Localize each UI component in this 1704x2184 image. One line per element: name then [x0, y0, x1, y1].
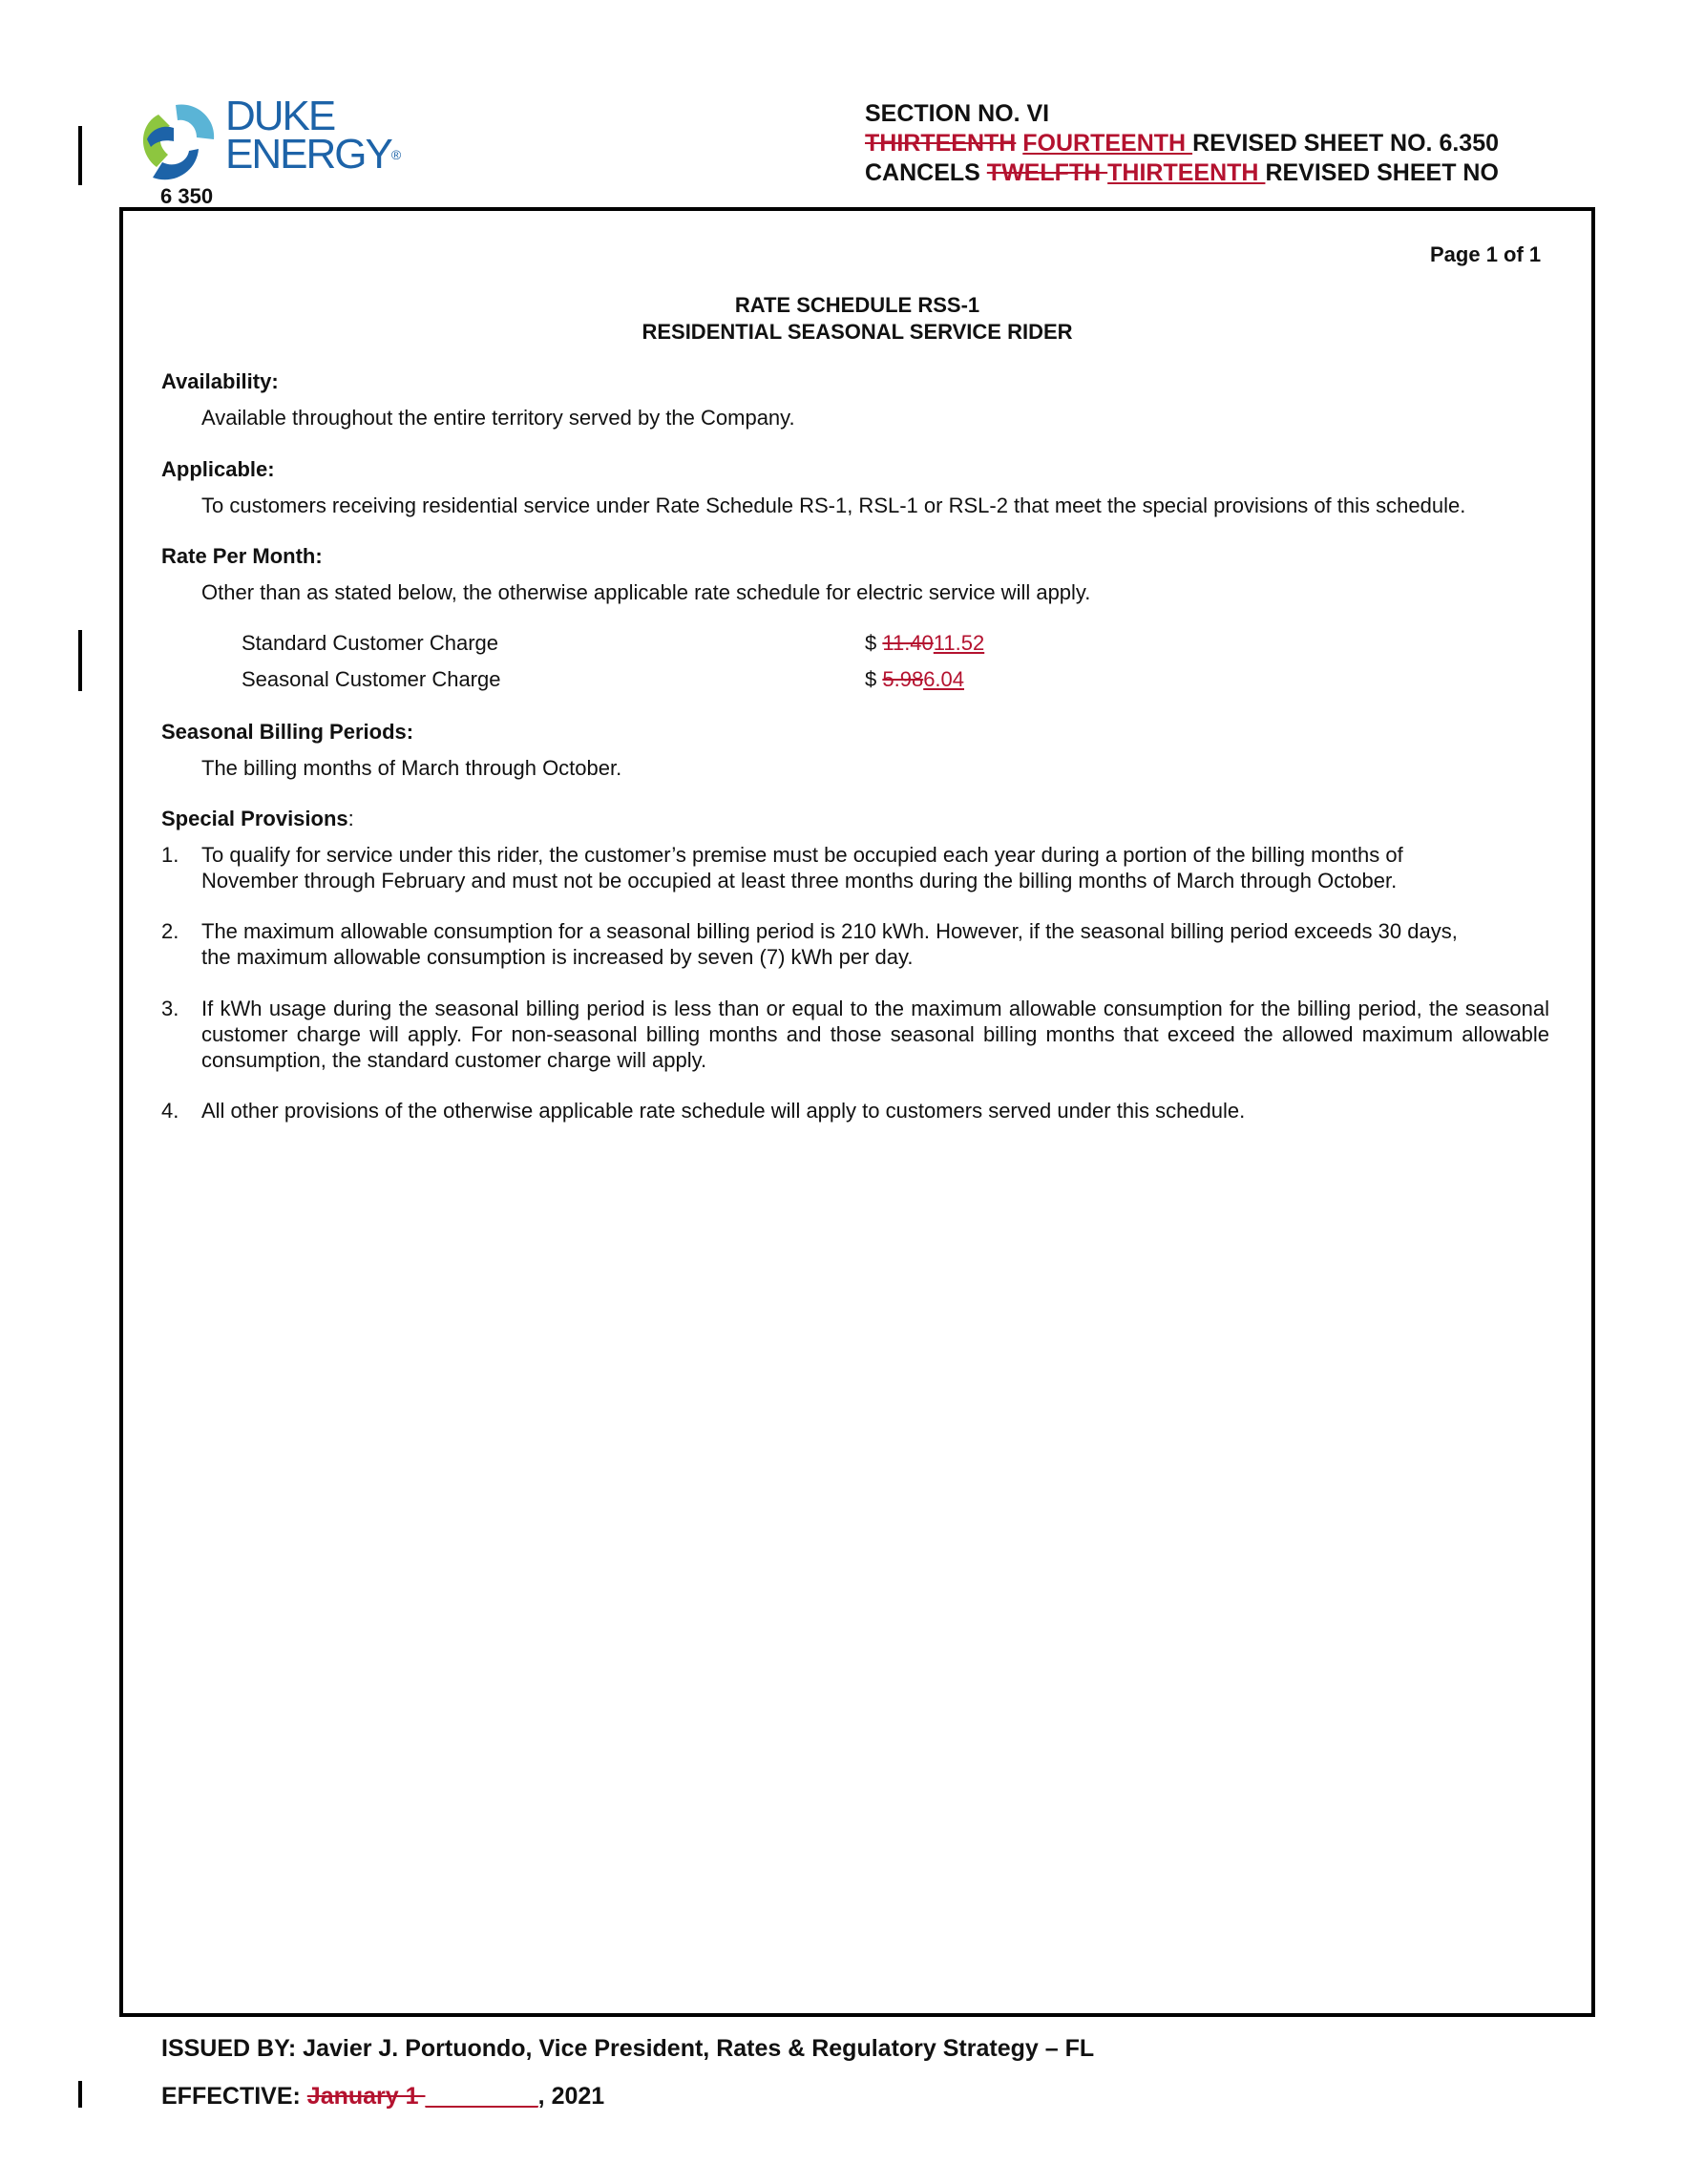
- provision-line: To qualify for service under this rider, the customer’s premise must be occupied each year during a portion of the billing months of: [201, 843, 1403, 867]
- rate-per-month-heading: Rate Per Month:: [161, 544, 323, 568]
- availability-heading: Availability:: [161, 369, 279, 393]
- provision-text: If kWh usage during the seasonal billing period is less than or equal to the maximum allowable consumption for the billing period, the seasonal customer charge will apply. For non-seasonal billing months and those seasonal billing months that exceed the allowed maximum allowable consumption, the standard customer charge will apply.: [201, 997, 1549, 1072]
- inserted-text: THIRTEENTH: [1107, 159, 1266, 186]
- heading-colon: :: [347, 807, 354, 830]
- provision-number: 3.: [161, 997, 179, 1020]
- applicable-text: To customers receiving residential service under Rate Schedule RS-1, RSL-1 or RSL-2 that meet the special provisions of this schedule.: [201, 494, 1466, 517]
- sheet-header: [865, 99, 1499, 188]
- applicable-heading: Applicable:: [161, 457, 275, 481]
- effective-year: , 2021: [537, 2083, 605, 2110]
- change-bar: [78, 2081, 82, 2108]
- inserted-text: ______ __: [425, 2083, 538, 2110]
- deleted-text: 11.40: [882, 631, 934, 655]
- change-bar: [78, 126, 82, 185]
- standard-charge-label: Standard Customer Charge: [242, 631, 499, 655]
- deleted-text: 5.98: [882, 667, 924, 691]
- currency-symbol: $: [865, 631, 883, 655]
- provision-line: The maximum allowable consumption for a seasonal billing period is 210 kWh. However, if the seasonal billing period exceeds 30 days,: [201, 919, 1458, 943]
- duke-energy-logo-icon: [130, 95, 225, 191]
- special-provisions-heading-text: Special Provisions: [161, 807, 348, 830]
- title-line-2: RESIDENTIAL SEASONAL SERVICE RIDER: [642, 320, 1073, 344]
- change-bar: [78, 630, 82, 691]
- provision-item: [161, 918, 1549, 970]
- provision-number: 4.: [161, 1099, 179, 1123]
- inserted-text: FOURTEENTH: [1022, 130, 1193, 157]
- inserted-text: 6.04: [923, 667, 965, 691]
- provision-number: 1.: [161, 843, 179, 867]
- document-title: [119, 292, 1595, 346]
- provision-line: November through February and must not be occupied at least three months during the billing months of March through October.: [201, 869, 1398, 892]
- effective-date: [161, 2083, 604, 2110]
- provision-number: 2.: [161, 919, 179, 943]
- logo-line-energy: ENERGY: [225, 131, 391, 178]
- deleted-text: TWELFTH: [986, 159, 1108, 186]
- company-logo: [126, 92, 431, 197]
- seasonal-charge-label: Seasonal Customer Charge: [242, 667, 501, 691]
- cancels-label: CANCELS: [865, 159, 987, 186]
- availability-text: Available throughout the entire territory served by the Company.: [201, 406, 795, 430]
- seasonal-billing-text: The billing months of March through October.: [201, 756, 622, 780]
- cancels-sheet-text: REVISED SHEET NO: [1265, 159, 1499, 186]
- deleted-text: January 1: [306, 2083, 426, 2110]
- provision-line: All other provisions of the otherwise applicable rate schedule will apply to customers served under this schedule.: [201, 1099, 1246, 1123]
- cancels-sheet-line: [865, 158, 1499, 188]
- issued-by: ISSUED BY: Javier J. Portuondo, Vice President, Rates & Regulatory Strategy – FL: [161, 2035, 1095, 2062]
- rate-per-month-text: Other than as stated below, the otherwise applicable rate schedule for electric service will apply.: [201, 580, 1091, 604]
- title-line-1: RATE SCHEDULE RSS-1: [734, 293, 980, 317]
- logo-wordmark: [225, 93, 402, 178]
- page-number: Page 1 of 1: [1430, 242, 1542, 266]
- provision-item: [161, 1098, 1549, 1124]
- currency-symbol: $: [865, 667, 883, 691]
- provision-line: the maximum allowable consumption is increased by seven (7) kWh per day.: [201, 945, 914, 969]
- sheet-code: 6 350: [160, 184, 214, 208]
- provision-item: [161, 996, 1549, 1073]
- revised-sheet-text: REVISED SHEET NO. 6.350: [1192, 130, 1500, 157]
- logo-line-duke: DUKE: [225, 93, 335, 139]
- seasonal-charge-value: [865, 667, 964, 692]
- registered-mark: ®: [390, 147, 402, 162]
- provision-item: [161, 842, 1549, 893]
- seasonal-billing-heading: Seasonal Billing Periods:: [161, 720, 414, 744]
- revised-sheet-line: [865, 129, 1499, 158]
- inserted-text: 11.52: [933, 631, 985, 655]
- special-provisions-heading: [161, 807, 354, 831]
- deleted-text: THIRTEENTH: [865, 130, 1017, 157]
- standard-charge-value: [865, 631, 984, 656]
- effective-label: EFFECTIVE:: [161, 2083, 307, 2110]
- section-number: SECTION NO. VI: [865, 100, 1050, 127]
